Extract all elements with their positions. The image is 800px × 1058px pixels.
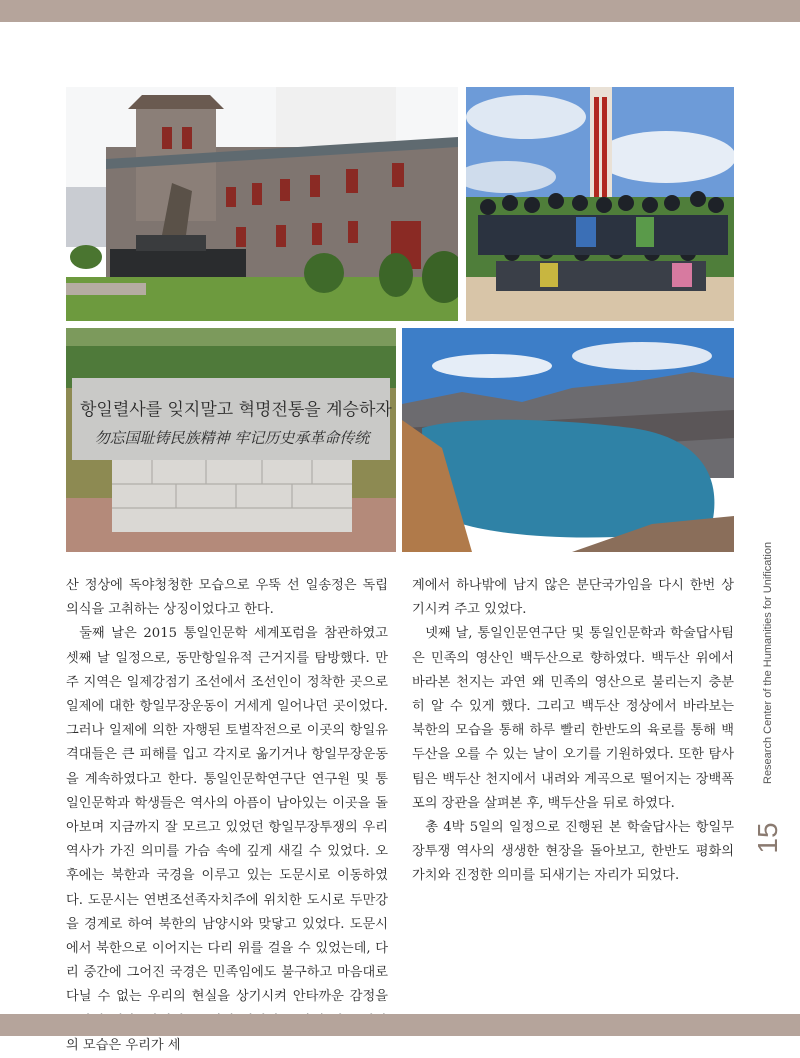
article-paragraph: 넷째 날, 통일인문연구단 및 통일인문학과 학술답사팀은 민족의 영산인 백두산으로 향하였다. 백두산 위에서 바라본 천지는 과연 왜 민족의 영산으로 불리는지 충분히 알 수 있게 했다. 그리고 백두산 정상에서 바라보는 북한의 모습을 통해 하루 빨리 한반도의 육로를 통해 백두산을 오를 수 있는 날이 오기를 기원하였다. 또한 탐사팀은 백두산 천지에서 내려와 계곡으로 떨어지는 장백폭포의 장관을 살펴본 후, 백두산을 뒤로 하였다. [412, 626, 734, 811]
article-paragraph: 둘째 날은 2015 통일인문학 세계포럼을 참관하였고 셋째 날 일정으로, 동만항일유적 근거지를 탐방했다. 만주 지역은 일제강점기 조선에서 조선인이 정착한 곳으로 일제에 대한 항일무장운동이 거세게 일어나던 곳이었다. 그러나 일제에 의한 자행된 토벌작전으로 이곳의 항일유격대들은 큰 피해를 입고 각지로 옮기거나 항일무장운동을 계속하였다고 한다. 통일인문학연구단 연구원 및 통일인문학과 학생들은 역사의 아픔이 남아있는 이곳을 돌아보며 지금까지 잘 모르고 있었던 항일무장투쟁의 우리 역사가 가진 의미를 가슴 속에 깊게 새길 수 있었다. 오후에는 북한과 국경을 이루고 있는 도문시로 이동하였다. 도문시는 연변조선족자치주에 위치한 도시로 두만강을 경계로 하여 북한의 남양시와 맞닿고 있었다. 도문시에서 북한으로 이어지는 다리 위를 걸을 수 있었는데, 다리 중간에 그어진 국경은 민족임에도 불구하고 마음대로 다닐 수 없는 우리의 현실을 상기시켜 안타까운 감정을 의 모습은 우리가 세 [66, 626, 388, 1053]
crater-lake-photo [402, 328, 734, 552]
running-title: Research Center of the Humanities for Unification [762, 541, 774, 784]
stone-monument-photo [66, 328, 396, 552]
page-sidebar [748, 541, 788, 860]
group-photo [466, 87, 734, 321]
page-number: 15 [752, 822, 783, 854]
article-column-right [412, 574, 734, 889]
monument-inscription-chinese: 勿忘国耻铸民族精神 牢记历史承革命传统 [94, 429, 370, 447]
article-column-left [66, 574, 388, 1058]
article-paragraph: 총 4박 5일의 일정으로 진행된 본 학술답사는 항일무장투쟁 역사의 생생한 현장을 돌아보고, 한반도 평화의 가치와 진정한 의미를 되새기는 자리가 되었다. [412, 820, 734, 884]
top-band [0, 0, 800, 22]
historic-building-photo [66, 87, 458, 321]
bottom-band [0, 1014, 800, 1036]
article-paragraph: 계에서 하나밖에 남지 않은 분단국가임을 다시 한번 상기시켜 주고 있었다. [412, 578, 734, 618]
monument-inscription-korean: 항일렬사를 잊지말고 혁명전통을 계승하자 [80, 400, 392, 420]
article-paragraph: 산 정상에 독야청청한 모습으로 우뚝 선 일송정은 독립의식을 고취하는 상징이었다고 한다. [66, 578, 388, 618]
